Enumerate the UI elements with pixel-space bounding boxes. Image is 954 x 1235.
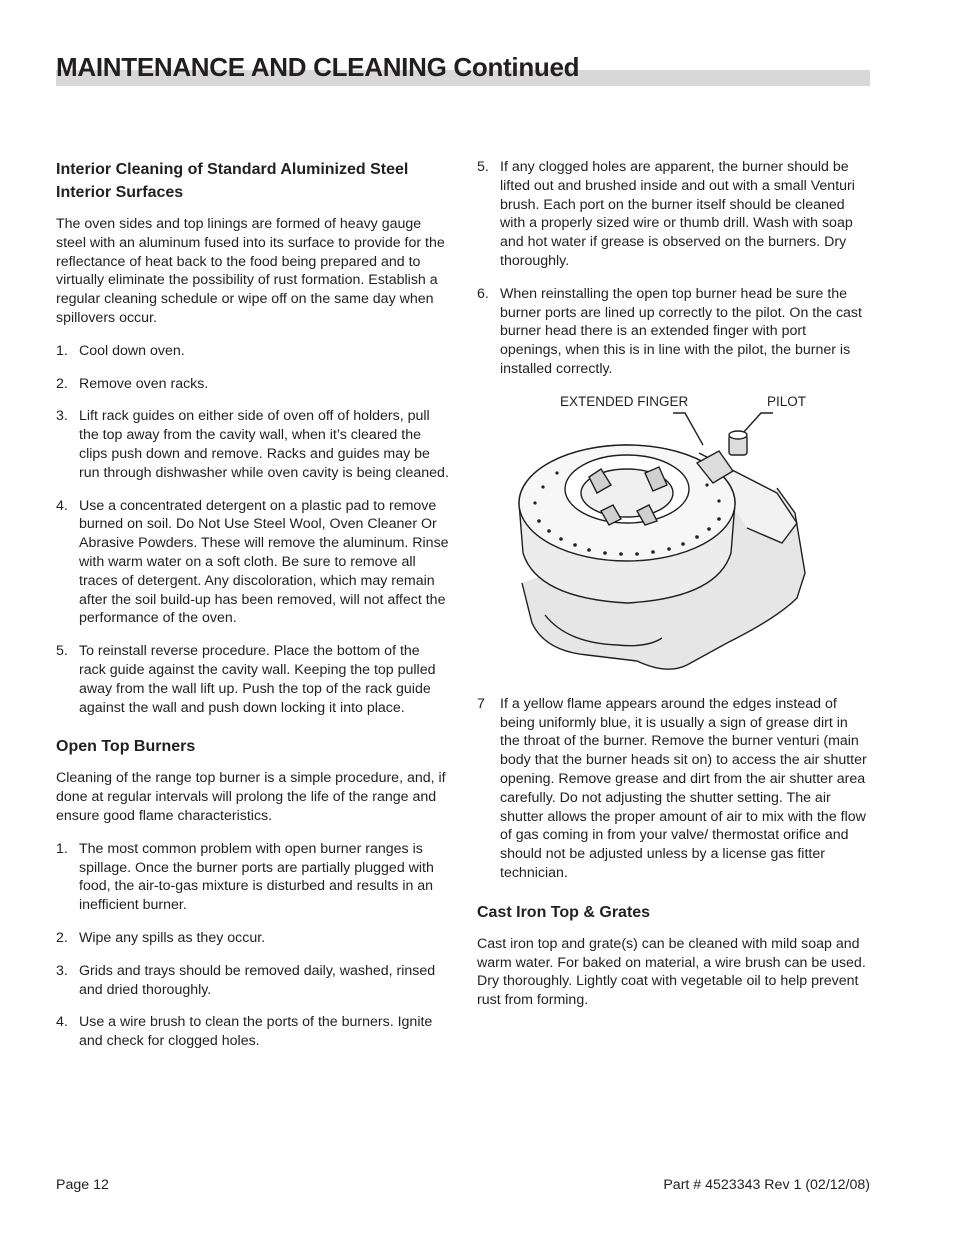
- list-text: Lift rack guides on either side of oven off of holders, pull the top away from the cavity wall, when it’s cleared the clips push down and remove. Racks and guides may be run through dishwasher while oven cavity is being cleaned.: [79, 408, 449, 481]
- page-title: MAINTENANCE AND CLEANING Continued: [56, 52, 580, 82]
- list-text: The most common problem with open burner ranges is spillage. Once the burner ports are partially plugged with food, the air-to-gas mixture is disturbed and results in an inefficient burner.: [79, 840, 434, 914]
- open-top-burner-steps: [56, 840, 450, 1051]
- list-text: When reinstalling the open top burner head be sure the burner ports are lined up correctly to the pilot. On the cast burner head there is an extended finger with port openings, when this is in line with the pilot, the burner is installed correctly.: [500, 285, 862, 377]
- list-number: 4.: [56, 1014, 68, 1031]
- page-number: Page 12: [56, 1177, 109, 1193]
- list-text: Grids and trays should be removed daily, washed, rinsed and dried thoroughly.: [79, 962, 436, 998]
- list-item: [477, 285, 871, 379]
- list-number: 1.: [56, 840, 68, 857]
- list-number: 3.: [56, 962, 68, 979]
- list-text: Remove oven racks.: [79, 375, 209, 392]
- list-text: Use a concentrated detergent on a plastic pad to remove burned on soil. Do Not Use Steel Wool, Oven Cleaner Or Abrasive Powders. These will remove the aluminum. Rinse with warm water on a soft cloth. Be sure to remove all traces of detergent. Any discoloration, which may remain after the soil build-up has been removed, will not affect the performance of the oven.: [79, 497, 449, 627]
- list-item: [56, 962, 450, 1000]
- list-item: [56, 497, 450, 629]
- list-number: 4.: [56, 497, 68, 514]
- list-item: [477, 158, 871, 271]
- list-item: [56, 342, 450, 361]
- burner-diagram: [477, 393, 871, 683]
- list-text: Cool down oven.: [79, 342, 185, 359]
- list-text: If a yellow flame appears around the edges instead of being uniformly blue, it is usually a sign of grease dirt in the throat of the burner. Remove the burner venturi (main body that the burner heads sit on) to access the air shutter opening. Remove grease and dirt from the air shutter area carefully. Do not adjusting the shutter setting. The air shutter allows the proper amount of air to mix with the flow of gas coming in from your valve/ thermostat orifice and should not be adjusted unless by a license gas fitter technician.: [500, 695, 867, 881]
- burner-illustration: [477, 393, 871, 683]
- interior-cleaning-steps: [56, 342, 450, 718]
- burner-steps-yellow-flame: [477, 695, 871, 883]
- section-intro-open-top-burners: Cleaning of the range top burner is a simple procedure, and, if done at regular intervals will prolong the life of the range and ensure good flame characteristics.: [56, 770, 446, 824]
- list-item: [477, 695, 871, 883]
- list-number: 5.: [56, 643, 68, 660]
- list-item: [56, 642, 450, 717]
- list-number: 2.: [56, 929, 68, 946]
- section-heading-open-top-burners: Open Top Burners: [56, 738, 196, 756]
- right-column: [477, 158, 871, 1024]
- burner-steps-continued: [477, 158, 871, 379]
- list-item: [56, 840, 450, 915]
- list-number: 2.: [56, 375, 68, 392]
- section-text-cast-iron: Cast iron top and grate(s) can be cleaned with mild soap and warm water. For baked on material, a wire brush can be used. Dry thoroughly. Lightly coat with vegetable oil to help prevent rust from forming.: [477, 935, 866, 1009]
- list-text: To reinstall reverse procedure. Place the bottom of the rack guide against the cavity wall. Keeping the top pulled away from the wall lift up. Push the top of the rack guide against the wall and push down locking it into place.: [79, 643, 436, 716]
- list-number: 7: [477, 695, 485, 712]
- leader-line-pilot: [743, 413, 773, 433]
- section-intro-interior-cleaning: The oven sides and top linings are formed of heavy gauge steel with an aluminum fused into its surface to provide for the reflectance of heat back to the food being prepared and to virtually eliminate the possibility of rust formation. Establish a regular cleaning schedule or wipe off on the same day when spillovers occur.: [56, 216, 445, 326]
- list-number: 5.: [477, 159, 489, 175]
- leader-line-finger: [673, 413, 703, 445]
- list-number: 3.: [56, 408, 68, 425]
- list-number: 1.: [56, 342, 68, 359]
- label-pilot: PILOT: [767, 393, 807, 409]
- list-item: [56, 929, 450, 948]
- list-item: [56, 407, 450, 482]
- section-heading-cast-iron: Cast Iron Top & Grates: [477, 903, 651, 921]
- part-number: Part # 4523343 Rev 1 (02/12/08): [663, 1177, 870, 1193]
- list-text: Wipe any spills as they occur.: [79, 929, 266, 946]
- label-extended-finger: EXTENDED FINGER: [560, 393, 689, 409]
- list-item: [56, 375, 450, 394]
- list-item: [56, 1013, 450, 1051]
- list-number: 6.: [477, 285, 489, 302]
- list-text: Use a wire brush to clean the ports of the burners. Ignite and check for clogged holes.: [79, 1014, 433, 1050]
- section-heading-interior-cleaning: Interior Cleaning of Standard Aluminized Steel Interior Surfaces: [56, 161, 409, 201]
- left-column: [56, 158, 450, 1065]
- list-text: If any clogged holes are apparent, the burner should be lifted out and brushed inside and out with a small Venturi brush. Each port on the burner itself should be cleaned with a properly sized wire or thumb drill. Wash with soap and hot water if grease is observed on the burners. Dry thoroughly.: [500, 159, 855, 269]
